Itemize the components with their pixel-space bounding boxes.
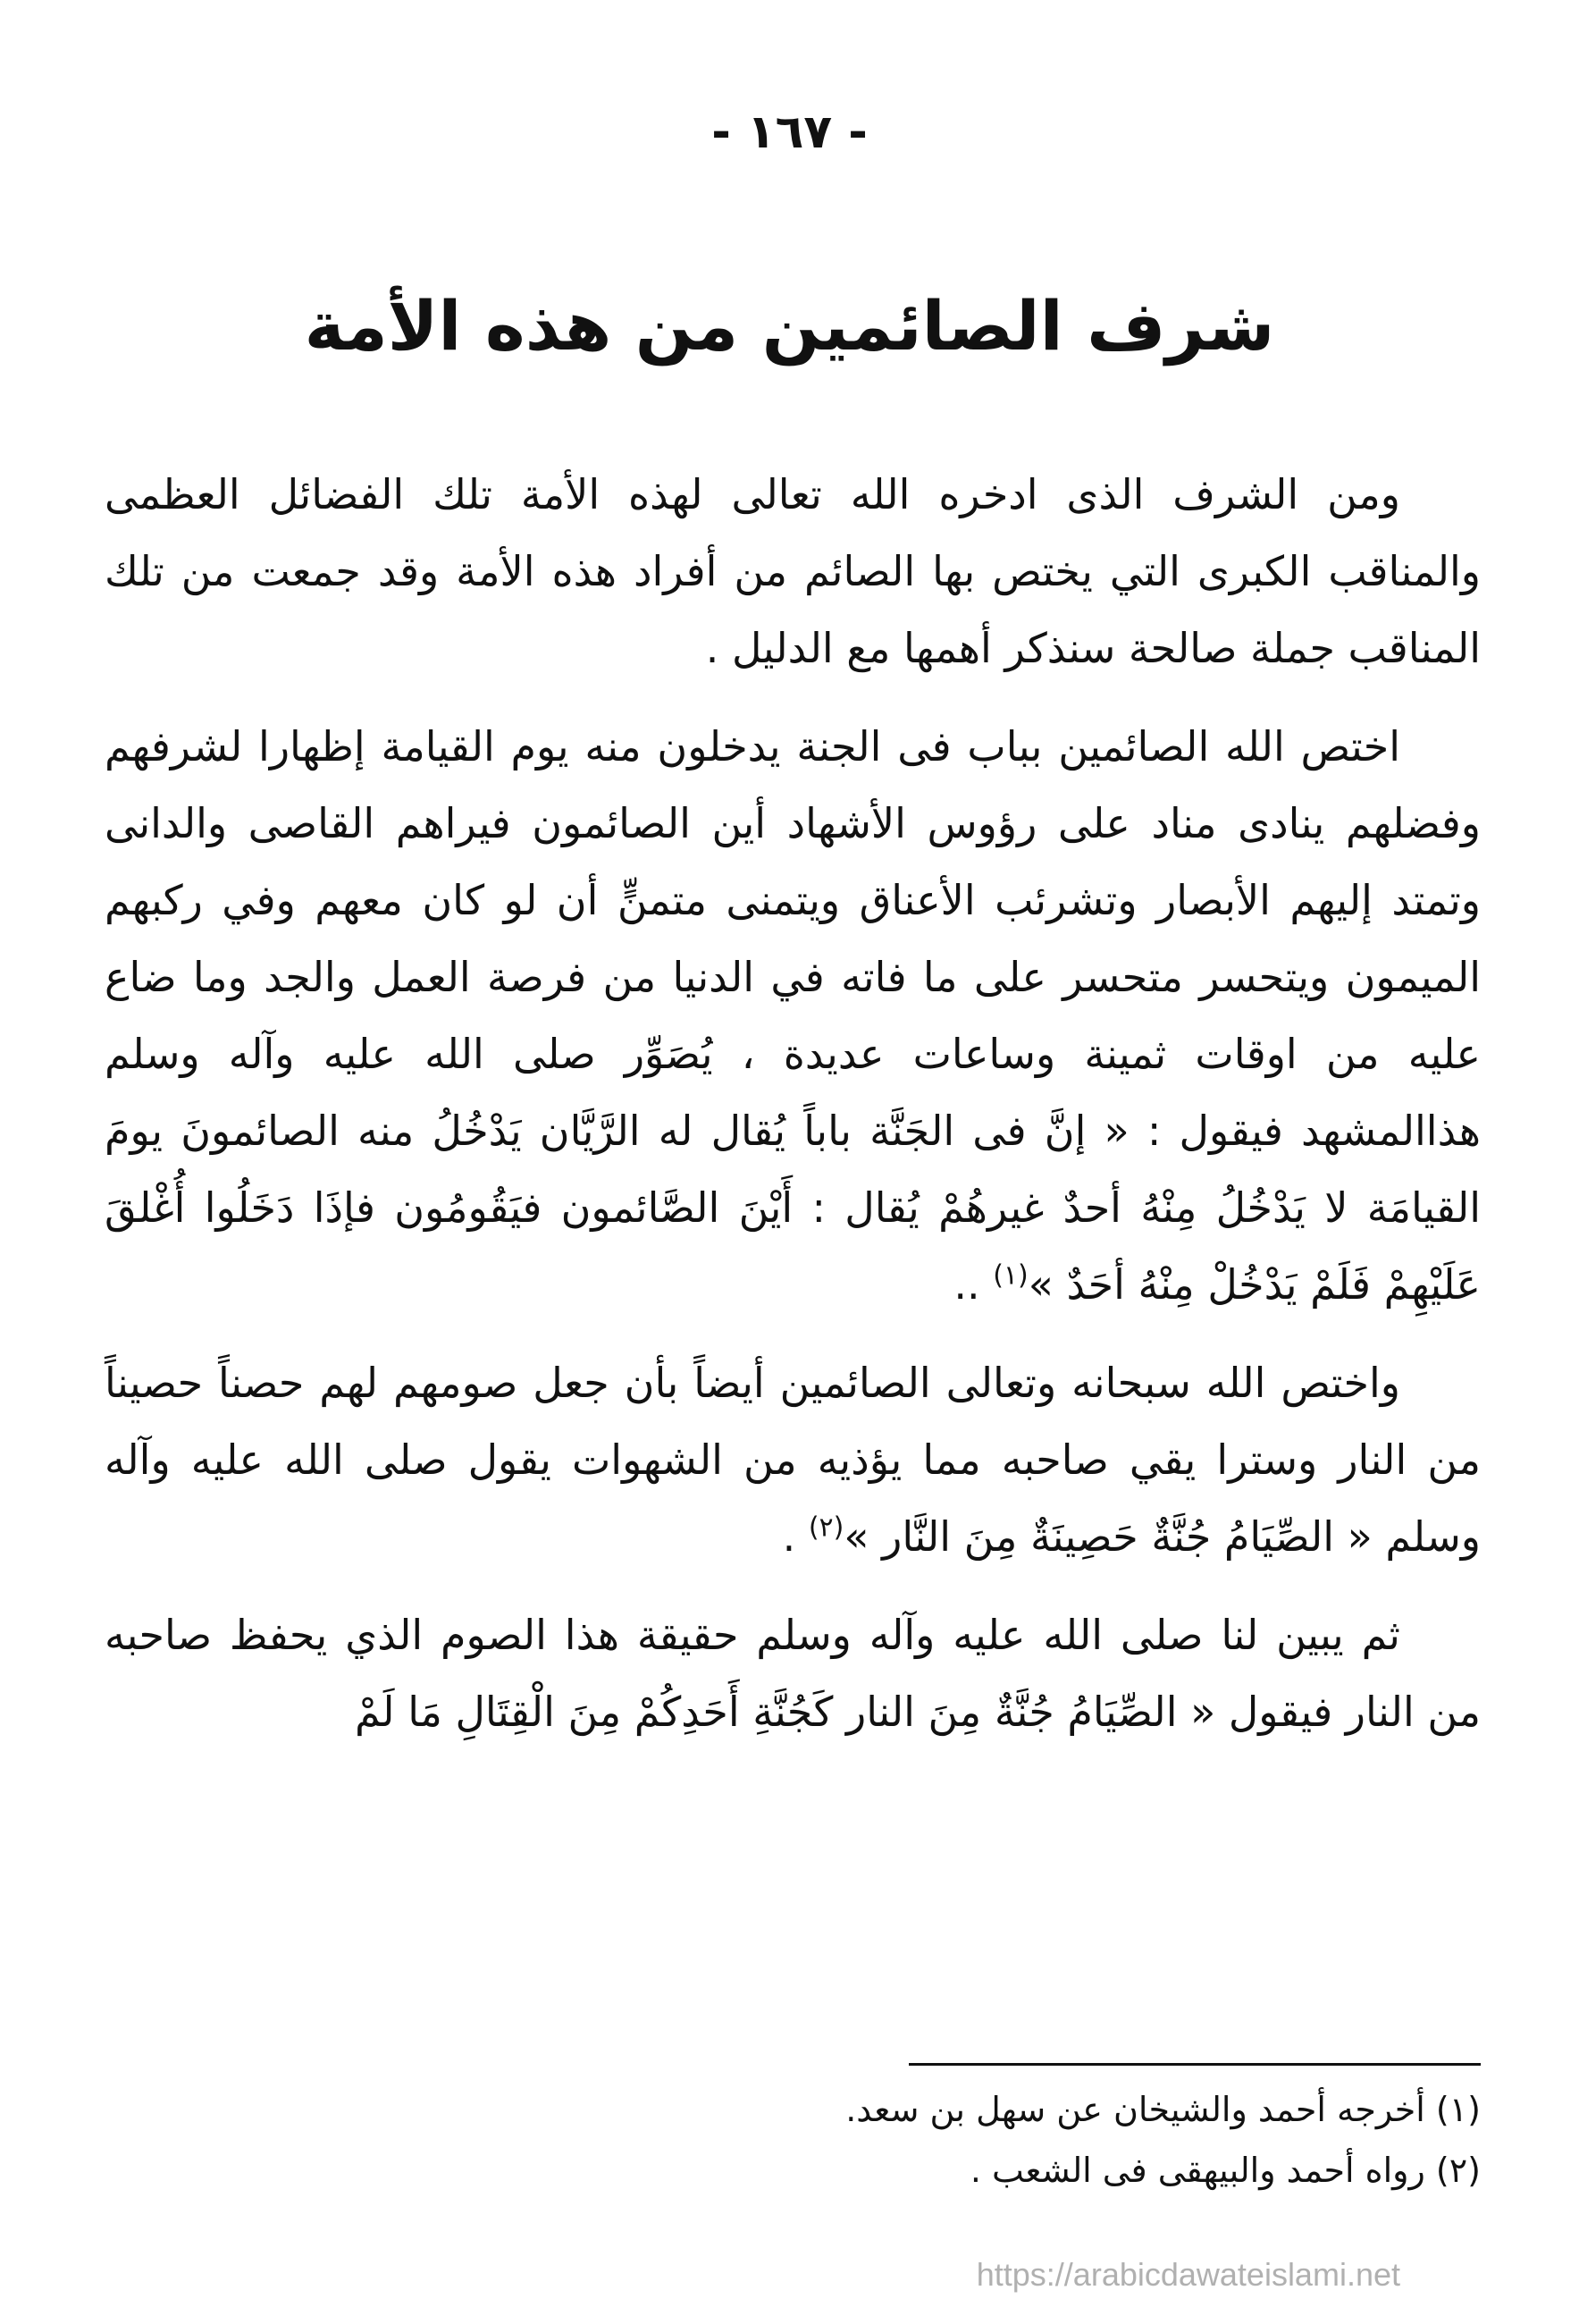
paragraph-4-text: ثم يبين لنا صلى الله عليه وآله وسلم حقيقة هذا الصوم الذي يحفظ صاحبه من النار فيقول « الصِّيَامُ جُنَّةٌ مِنَ النار كَجُنَّةِ أَحَدِكُمْ مِنَ الْقِتَالِ مَا لَمْ	[105, 1611, 1481, 1736]
paragraph-1	[105, 456, 1481, 686]
paragraph-2-tail: ..	[953, 1260, 994, 1309]
footnotes	[105, 2079, 1481, 2201]
body-text	[105, 456, 1481, 1772]
paragraph-3-tail: .	[782, 1512, 809, 1561]
page-number: - ١٦٧ -	[711, 105, 868, 159]
source-watermark: https://arabicdawateislami.net	[976, 2256, 1400, 2293]
footnote-divider	[909, 2063, 1481, 2066]
paragraph-1-text: ومن الشرف الذى ادخره الله تعالى لهذه الأمة تلك الفضائل العظمى والمناقب الكبرى التي يختص بها الصائم من أفراد هذه الأمة وقد جمعت من تلك المناقب جملة صالحة سنذكر أهمها مع الدليل .	[105, 470, 1481, 672]
paragraph-3	[105, 1344, 1481, 1575]
paragraph-3-text: واختص الله سبحانه وتعالى الصائمين أيضاً بأن جعل صومهم لهم حصناً حصيناً من النار وسترا يقي صاحبه مما يؤذيه من الشهوات يقول صلى الله عليه وآله وسلم « الصِّيَامُ جُنَّةٌ حَصِينَةٌ مِنَ النَّار »	[105, 1359, 1481, 1561]
paragraph-4	[105, 1596, 1481, 1750]
paragraph-2-text: اختص الله الصائمين بباب فى الجنة يدخلون منه يوم القيامة إظهارا لشرفهم وفضلهم ينادى مناد على رؤوس الأشهاد أين الصائمون فيراهم القاصى والدانى وتمتد إليهم الأبصار وتشرئب الأعناق ويتمنى متمنٍّ أن لو كان معهم وفي ركبهم الميمون ويتحسر متحسر على ما فاته في الدنيا من فرصة العمل والجد وما ضاع عليه من اوقات ثمينة وساعات عديدة ، يُصَوِّر صلى الله عليه وآله وسلم هذاالمشهد فيقول : « إنَّ فى الجَنَّة باباً يُقال له الرَّيَّان يَدْخُلُ منه الصائمونَ يومَ القيامَة لا يَدْخُلُ مِنْهُ أحدٌ غيرهُمْ يُقال : أَيْنَ الصَّائمون فيَقُومُون فإذَا دَخَلُوا أُغْلقَ عَلَيْهِمْ فَلَمْ يَدْخُلْ مِنْهُ أحَدٌ »	[105, 722, 1481, 1309]
chapter-title: شرف الصائمين من هذه الأمة	[304, 286, 1275, 366]
paragraph-2	[105, 708, 1481, 1323]
footnote-1: (١) أخرجه أحمد والشيخان عن سهل بن سعد.	[845, 2090, 1481, 2129]
footnote-ref-1[interactable]: (١)	[993, 1259, 1029, 1292]
footnote-2: (٢) رواه أحمد والبيهقى فى الشعب .	[970, 2151, 1481, 2190]
footnote-ref-2[interactable]: (٢)	[808, 1511, 844, 1544]
